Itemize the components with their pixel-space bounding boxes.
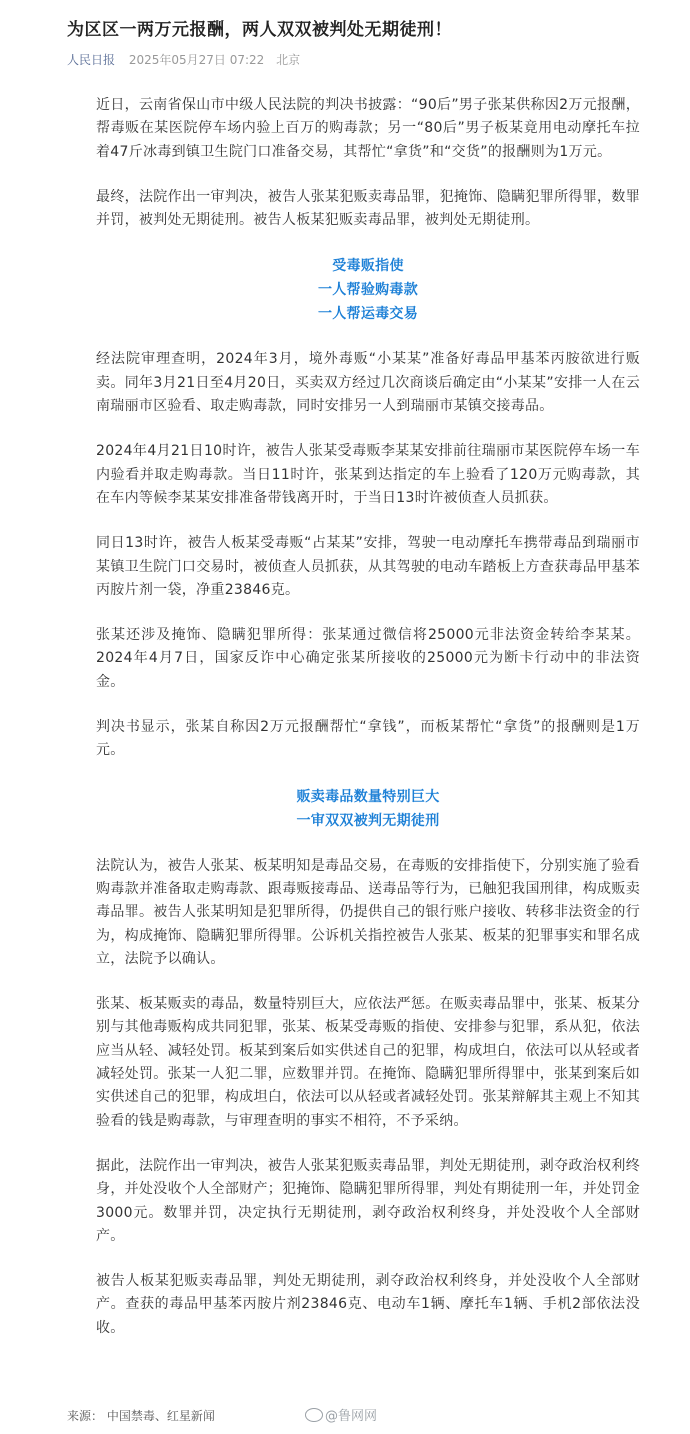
heading-line: 一审双双被判无期徒刑 [296, 812, 440, 829]
paragraph: 被告人板某犯贩卖毒品罪，判处无期徒刑，剥夺政治权利终身，并处没收个人全部财产。查获的毒品甲基苯丙胺片剂23846克、电动车1辆、摩托车1辆、手机2部依法没收。 [96, 1273, 640, 1336]
section-heading [96, 785, 640, 833]
paragraph: 据此，法院作出一审判决，被告人张某犯贩卖毒品罪，判处无期徒刑，剥夺政治权利终身，并处没收个人全部财产；犯掩饰、隐瞒犯罪所得罪，判处有期徒刑一年，并处罚金3000元。数罪并罚，决定执行无期徒刑，剥夺政治权利终身，并处没收个人全部财产。 [96, 1157, 640, 1244]
paragraph: 张某还涉及掩饰、隐瞒犯罪所得：张某通过微信将25000元非法资金转给李某某。2024年4月7日，国家反诈中心确定张某所接收的25000元为断卡行动中的非法资金。 [96, 627, 640, 690]
paragraph: 法院认为，被告人张某、板某明知是毒品交易，在毒贩的安排指使下，分别实施了验看购毒款并准备取走购毒款、跟毒贩接毒品、送毒品等行为，已触犯我国刑律，构成贩卖毒品罪。被告人张某明知是犯罪所得，仍提供自己的银行账户接收、转移非法资金的行为，构成掩饰、隐瞒犯罪所得罪。公诉机关指控被告人张某、板某的犯罪事实和罪名成立，法院予以确认。 [96, 857, 640, 967]
heading-line: 贩卖毒品数量特别巨大 [296, 788, 440, 805]
source-link[interactable]: 人民日报 [67, 53, 116, 67]
heading-line: 受毒贩指使 [332, 258, 404, 275]
article-title: 为区区一两万元报酬，两人双双被判处无期徒刑！ [67, 20, 452, 40]
article-source-credit: 来源： 中国禁毒、红星新闻 [67, 1409, 215, 1423]
paragraph: 判决书显示，张某自称因2万元报酬帮忙“拿钱”，而板某帮忙“拿货”的报酬则是1万元。 [96, 719, 640, 759]
paragraph: 近日，云南省保山市中级人民法院的判决书披露：“90后”男子张某供称因2万元报酬，帮毒贩在某医院停车场内验上百万的购毒款；另一“80后”男子板某竟用电动摩托车拉着47斤冰毒到镇卫生院门口准备交易，其帮忙“拿货”和“交货”的报酬则为1万元。 [96, 97, 640, 160]
section-heading [96, 254, 640, 326]
watermark-text: @鲁网网 [325, 1409, 378, 1424]
weibo-watermark [305, 1408, 377, 1425]
paragraph: 2024年4月21日10时许，被告人张某受毒贩李某某安排前往瑞丽市某医院停车场一车内验看并取走购毒款。当日11时许，张某到达指定的车上验看了120万元购毒款，其在车内等候李某某安排准备带钱离开时，于当日13时许被侦查人员抓获。 [96, 443, 640, 506]
publish-time: 2025年05月27日 07:22 [128, 53, 265, 67]
paragraph: 最终，法院作出一审判决，被告人张某犯贩卖毒品罪，犯掩饰、隐瞒犯罪所得罪，数罪并罚，被判处无期徒刑。被告人板某犯贩卖毒品罪，被判处无期徒刑。 [96, 188, 640, 229]
weibo-icon [305, 1408, 323, 1422]
paragraph: 张某、板某贩卖的毒品，数量特别巨大，应依法严惩。在贩卖毒品罪中，张某、板某分别与其他毒贩构成共同犯罪，张某、板某受毒贩的指使、安排参与犯罪，系从犯，依法应当从轻、减轻处罚。板某到案后如实供述自己的犯罪，构成坦白，依法可以从轻或者减轻处罚。张某一人犯二罪，应数罪并罚。在掩饰、隐瞒犯罪所得罪中，张某到案后如实供述自己的犯罪，构成坦白，依法可以从轻或者减轻处罚。张某辩解其主观上不知其验看的钱是购毒款，与审理查明的事实不相符，不予采纳。 [96, 996, 640, 1129]
article-meta [67, 52, 300, 68]
paragraph: 经法院审理查明，2024年3月，境外毒贩“小某某”准备好毒品甲基苯丙胺欲进行贩卖。同年3月21日至4月20日，买卖双方经过几次商谈后确定由“小某某”安排一人在云南瑞丽市区验看、取走购毒款，同时安排另一人到瑞丽市某镇交接毒品。 [96, 351, 640, 415]
heading-line: 一人帮运毒交易 [317, 306, 419, 323]
publish-location: 北京 [276, 53, 301, 67]
heading-line: 一人帮验购毒款 [317, 282, 419, 299]
article-body [96, 94, 640, 1362]
paragraph: 同日13时许，被告人板某受毒贩“占某某”安排，驾驶一电动摩托车携带毒品到瑞丽市某镇卫生院门口交易时，被侦查人员抓获，从其驾驶的电动车踏板上方查获毒品甲基苯丙胺片剂一袋，净重23846克。 [96, 535, 640, 598]
